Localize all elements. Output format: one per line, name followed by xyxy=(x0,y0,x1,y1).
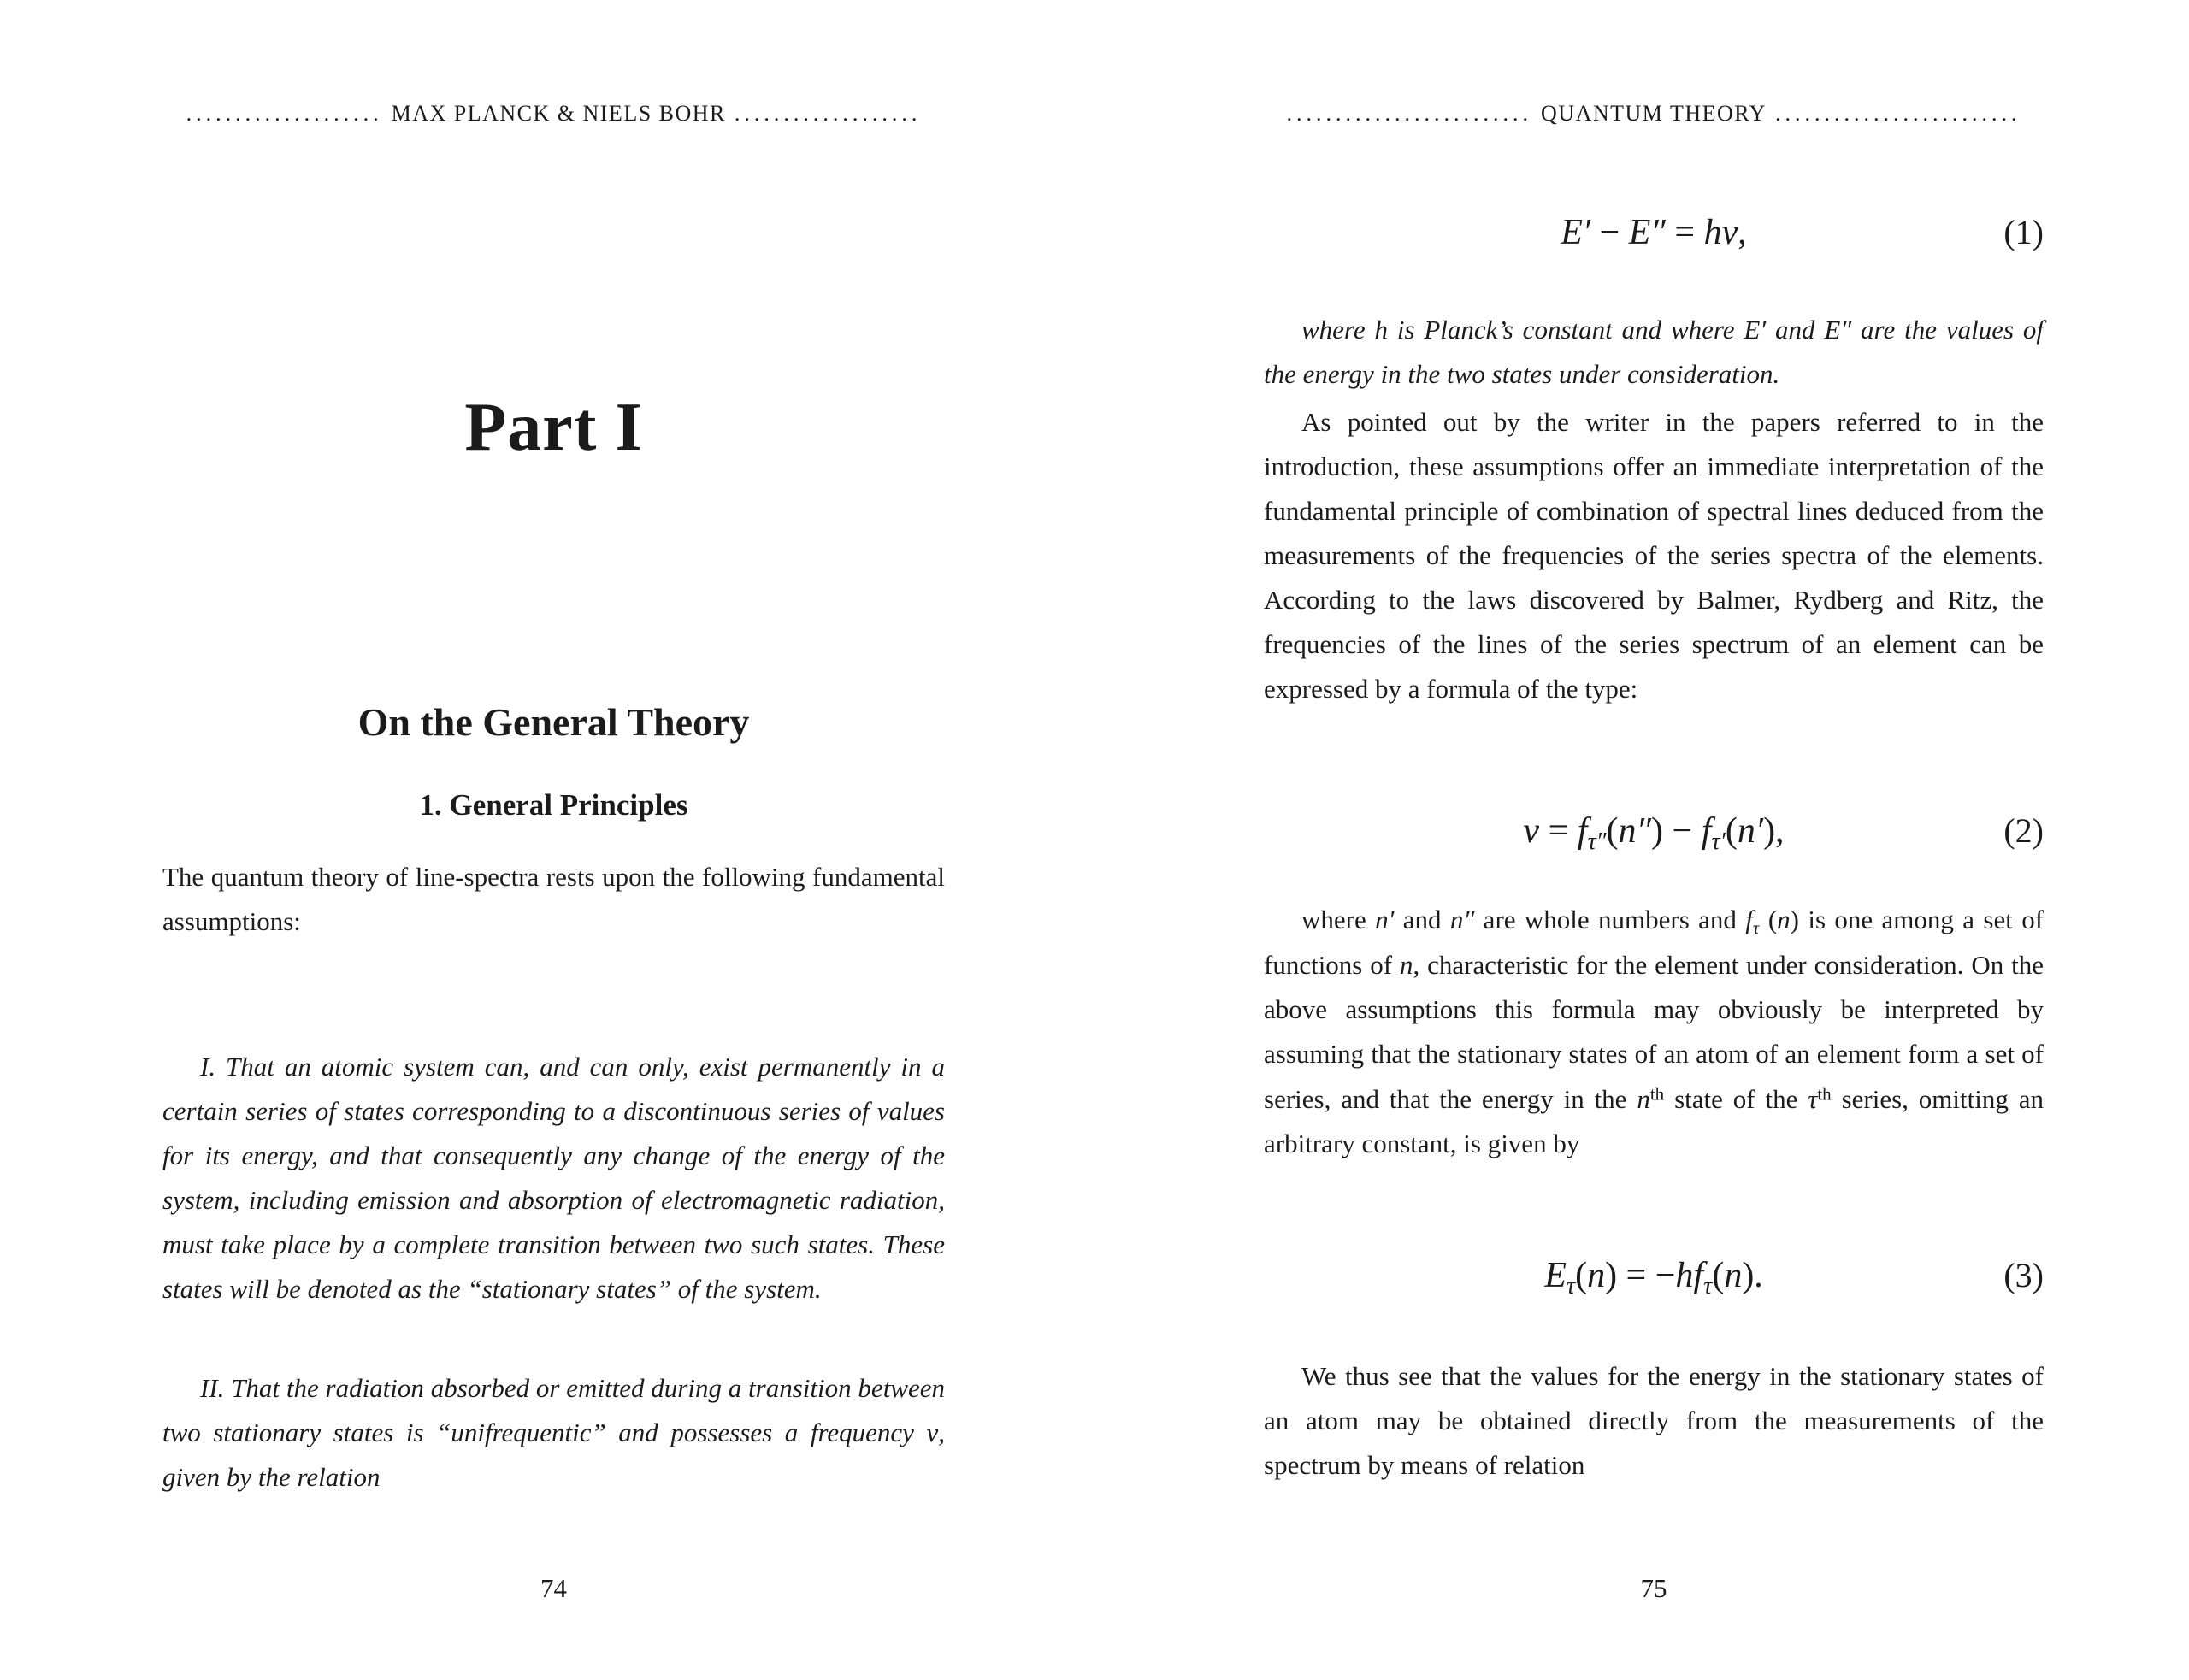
paragraph-series-spectra: As pointed out by the writer in the papers referred to in the introduction, these assumptions offer an immediate interpretation of the fundamental principle of combination of spectral lines deduced from the measurements of the frequencies of the series spectra of the elements. According to the laws discovered by Balmer, Rydberg and Ritz, the frequencies of the lines of the series spectrum of an element can be expressed by a formula of the type: xyxy=(1264,407,2044,704)
running-header-right xyxy=(1264,101,2044,127)
equation-2-number: (2) xyxy=(2003,811,2044,850)
running-header-left xyxy=(162,101,945,127)
subsection-title: 1. General Principles xyxy=(419,788,688,822)
equation-2-body: $\nu = f_{\tau''}(n'') - f_{\tau'}(n')$, xyxy=(1523,811,1785,855)
intro-paragraph: The quantum theory of line-spectra rests upon the following fundamental assumptions: xyxy=(162,862,945,937)
assumption-i-paragraph: I. That an atomic system can, and can only, exist permanently in a certain series of states corresponding to a discontinuous series of values for its energy, and that consequently any change of the energy of the system, including emission and absorption of electromagnetic radiation, must take place by a complete transition between two such states. These states will be denoted as the “stationary states” of the system. xyxy=(162,1052,945,1305)
equation-3 xyxy=(1264,1255,2044,1300)
header-leader-dots-left: ......................... xyxy=(1286,101,1533,126)
equation-3-body: $E_\tau(n) = -hf_\tau(n)$. xyxy=(1544,1256,1763,1300)
running-header-title-right: QUANTUM THEORY xyxy=(1541,101,1767,126)
equation-2 xyxy=(1264,811,2044,856)
equation-3-number: (3) xyxy=(2003,1256,2044,1294)
paragraph-final: We thus see that the values for the energy in the stationary states of an atom may be obtained directly from the measurements of the spectrum by means of relation xyxy=(1264,1361,2044,1481)
header-leader-dots-right: ................... xyxy=(734,101,922,126)
header-leader-dots-left: .................... xyxy=(186,101,383,126)
paragraph-after-equation-1: where h is Planck’s constant and where E′ and E″ are the values of the energy in the two states under consideration. xyxy=(1264,315,2044,390)
page-right xyxy=(1264,0,2044,1680)
part-title: Part I xyxy=(464,390,643,465)
page-number-right: 75 xyxy=(1640,1573,1667,1603)
section-title: On the General Theory xyxy=(357,700,750,744)
equation-1 xyxy=(1264,212,2044,253)
page-left xyxy=(162,0,945,1680)
running-header-title-left: MAX PLANCK & NIELS BOHR xyxy=(391,101,726,126)
paragraph-after-equation-2: where n′ and n″ are whole numbers and $f_\tau$ (n) is one among a set of functions of n, characteristic for the element under consideration. On the above assumptions this formula may obviously be interpreted by assuming that the stationary states of an atom of an element form a set of series, and that the energy in the $n^{th}$ state of the $\tau^{th}$ series, omitting an arbitrary constant, is given by xyxy=(1264,905,2044,1158)
equation-1-number: (1) xyxy=(2003,213,2044,251)
equation-1-body: E′ − E″ = hν, xyxy=(1561,213,1747,252)
header-leader-dots-right: ......................... xyxy=(1774,101,2021,126)
assumption-ii-paragraph: II. That the radiation absorbed or emitted during a transition between two stationary states is “unifrequentic” and possesses a frequency ν, given by the relation xyxy=(162,1373,945,1493)
page-number-left: 74 xyxy=(540,1573,567,1603)
